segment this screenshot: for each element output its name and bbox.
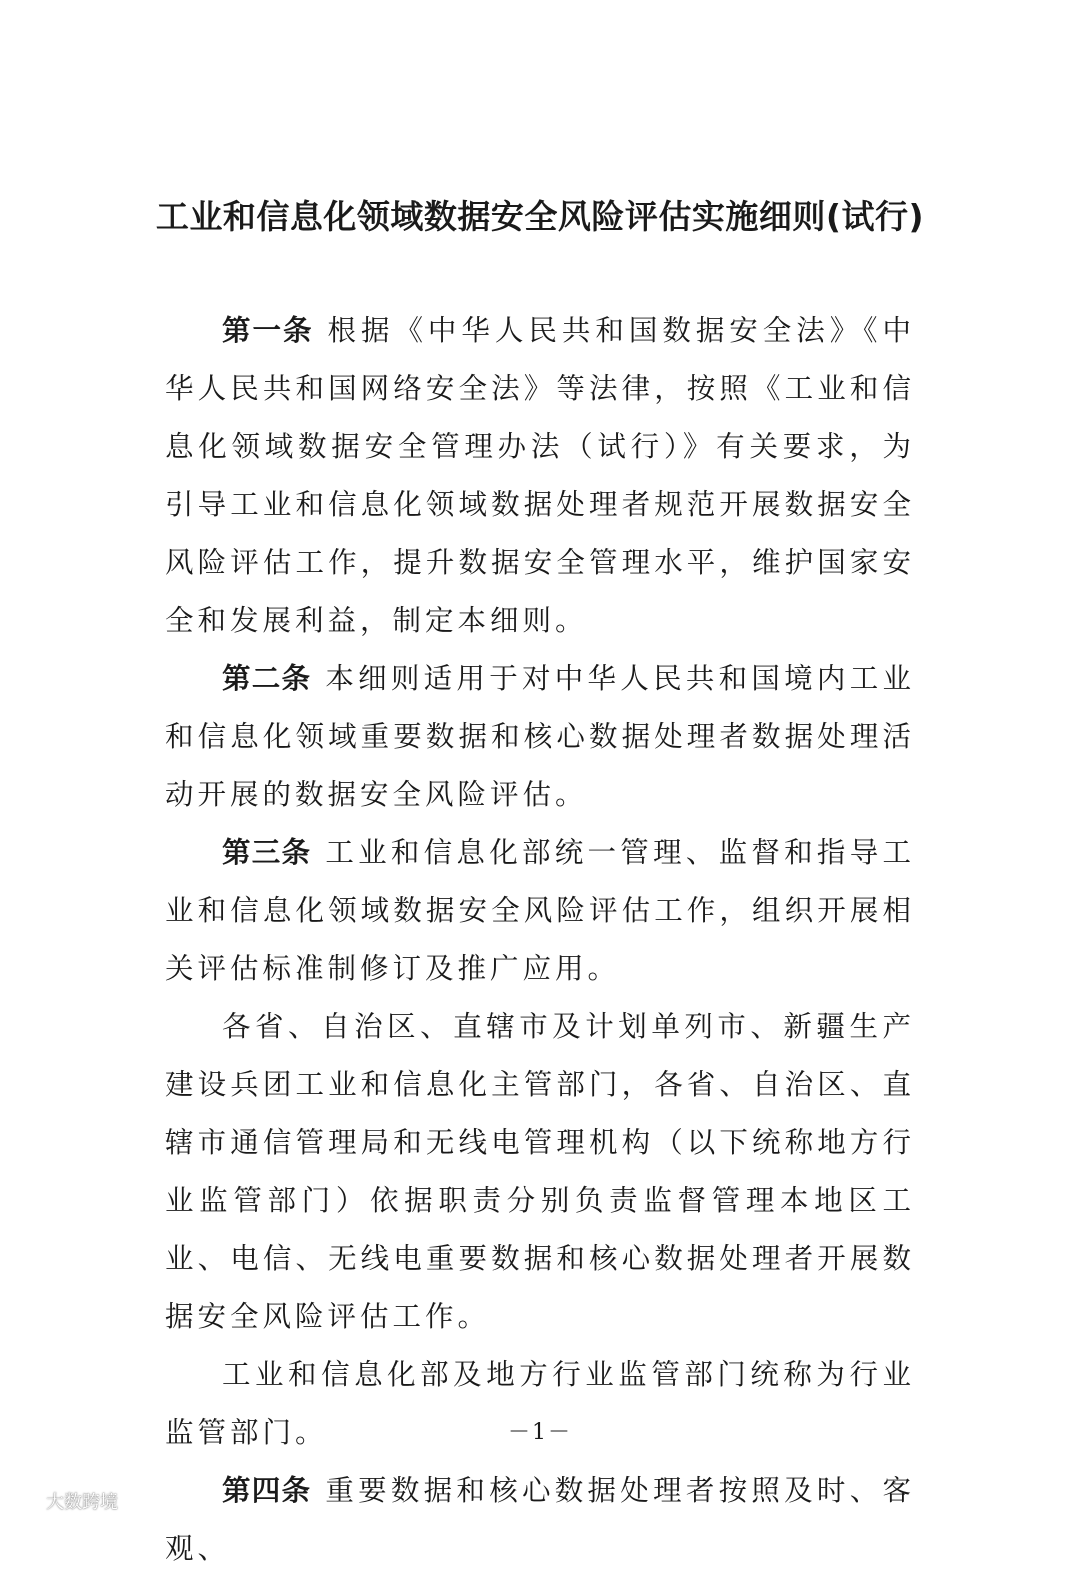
article-heading: 第一条 — [222, 314, 314, 347]
article-3 — [165, 824, 915, 998]
article-text: 根据《中华人民共和国数据安全法》《中华人民共和国网络安全法》等法律，按照《工业和信息化领域数据安全管理办法（试行）》有关要求，为引导工业和信息化领域数据处理者规范开展数据安全风险评估工作，提升数据安全管理水平，维护国家安全和发展利益，制定本细则。 — [165, 314, 915, 637]
article-heading: 第二条 — [222, 662, 312, 695]
article-text: 本细则适用于对中华人民共和国境内工业和信息化领域重要数据和核心数据处理者数据处理活动开展的数据安全风险评估。 — [165, 662, 915, 811]
article-text: 工业和信息化部统一管理、监督和指导工业和信息化领域数据安全风险评估工作，组织开展相关评估标准制修订及推广应用。 — [165, 836, 915, 985]
article-2 — [165, 650, 915, 824]
article-heading: 第三条 — [222, 836, 312, 869]
watermark — [14, 1488, 118, 1514]
watermark-text: 大数跨境 — [46, 1492, 118, 1513]
paragraph-text: 工业和信息化部及地方行业监管部门统称为行业监管部门。 — [165, 1358, 915, 1449]
article-1 — [165, 302, 915, 650]
page-number: －1－ — [508, 1420, 572, 1445]
article-text: 重要数据和核心数据处理者按照及时、客观、 — [165, 1474, 915, 1565]
weibo-logo-icon — [14, 1490, 40, 1512]
document-title: 工业和信息化领域数据安全风险评估实施细则(试行) — [155, 197, 925, 236]
article-4 — [165, 1462, 915, 1578]
document-body — [165, 302, 915, 1578]
paragraph-text: 各省、自治区、直辖市及计划单列市、新疆生产建设兵团工业和信息化主管部门，各省、自治区、直辖市通信管理局和无线电管理机构（以下统称地方行业监管部门）依据职责分别负责监督管理本地区工业、电信、无线电重要数据和核心数据处理者开展数据安全风险评估工作。 — [165, 1010, 915, 1333]
article-heading: 第四条 — [222, 1474, 312, 1507]
article-3-paragraph-2 — [165, 998, 915, 1346]
